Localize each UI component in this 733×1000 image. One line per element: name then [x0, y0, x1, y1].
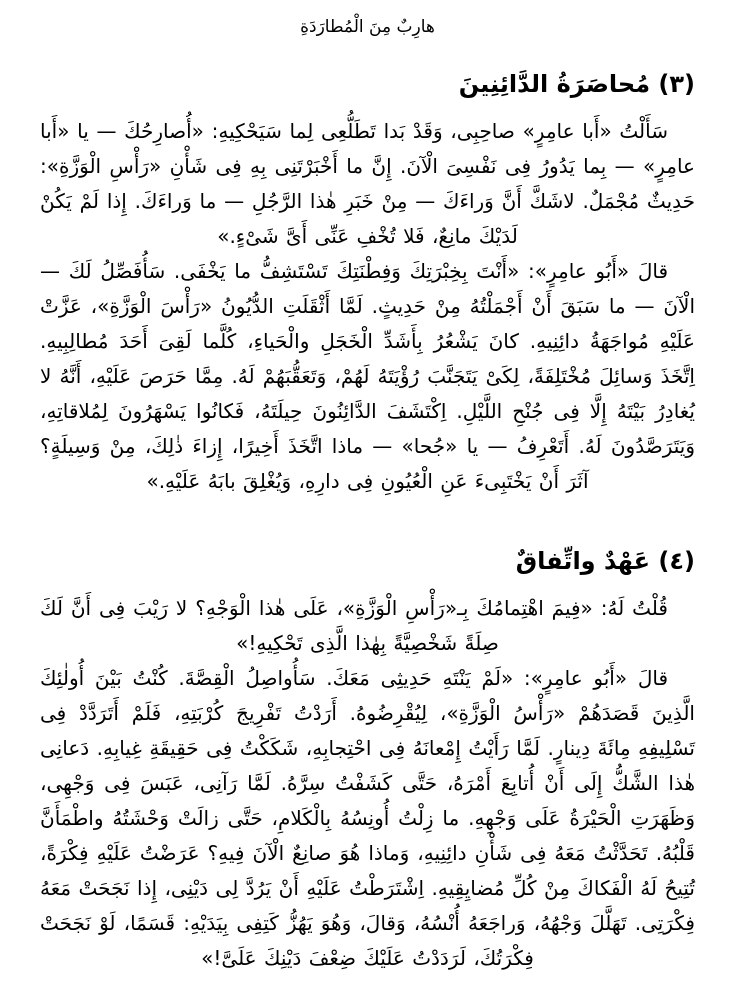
- section-4-heading: (٤) عَهْدٌ واتِّفاقٌ: [515, 547, 695, 575]
- paragraph: قُلْتُ لَهُ: «فِيمَ اهْتِمامُكَ بِـ«رَأْسِ الْوَزَّةِ»، عَلَى هٰذا الْوَجْهِ؟ لا رَيْبَ فِى أَنَّ لَكَ صِلَةً شَخْصِيَّةً بِهٰذا الَّذِى تَحْكِيهِ!»: [40, 596, 668, 655]
- paragraph: سَأَلْتُ «أَبا عامِرٍ» صاحِبِى، وَقَدْ بَدا تَطَلُّعِى لِما سَيَحْكِيهِ: «أُصارِحُكَ — يا «أَبا عامِرٍ» — بِما يَدُورُ فِى نَفْسِىَ الْآنَ. إِنَّ ما أَخْبَرْتَنِى بِهِ فِى شَأْنِ «رَأْسِ الْوَزَّةِ»: حَدِيثٌ مُجْمَلٌ. لاشَكَّ أَنَّ وَراءَكَ — مِنْ خَبَرِ هٰذا الرَّجُلِ — ما وَراءَكَ. إِذا لَمْ يَكُنْ لَدَيْكَ مانِعٌ، فَلا تُخْفِ عَنِّى أَىَّ شَىْءٍ.»: [40, 119, 695, 248]
- section-creditors-siege: [40, 67, 695, 499]
- running-head: هارِبٌ مِنَ الْمُطارَدَةِ: [300, 17, 435, 37]
- section-pact-agreement: [40, 544, 695, 976]
- paragraph: قالَ «أَبُو عامِرٍ»: «أَنْتَ بِخِبْرَتِكَ وَفِطْنَتِكَ تَسْتَشِفُّ ما يَخْفَى. سَأُفَصِّلُ لَكَ — الْآنَ — ما سَبَقَ أَنْ أَجْمَلْتُهُ مِنْ حَدِيثٍ. لَمَّا أَثْقَلَتِ الدُّيُونُ «رَأْسَ الْوَزَّةِ»، عَزَّتْ عَلَيْهِ مُواجَهَةُ دائِنِيهِ. كانَ يَشْعُرُ بِأَشَدِّ الْخَجَلِ والْحَياءِ، كُلَّما لَقِىَ أَحَدَ مُطالِبِيهِ. اِتَّخَذَ وَسائِلَ مُخْتَلِفَةً، لِكَىْ يَتَجَنَّبَ رُؤْيَتَهُ لَهُمْ، وَتَعَقُّبَهُمْ لَهُ. مِمَّا حَرَصَ عَلَيْهِ، أَنَّهُ لا يُغادِرُ بَيْتَهُ إِلَّا فِى جُنْحِ اللَّيْلِ. اِكْتَشَفَ الدَّائِنُونَ حِيلَتَهُ، فَكانُوا يَسْهَرُونَ لِمُلاقاتِهِ، وَيَتَرَصَّدُونَ لَهُ. أَتَعْرِفُ — يا «جُحا» — ماذا اتَّخَذَ أَخِيرًا، إِزاءَ ذٰلِكَ، مِنْ وَسِيلَةٍ؟ آثَرَ أَنْ يَخْتَبِىءَ عَنِ الْعُيُونِ فِى دارِهِ، وَيُغْلِقَ بابَهُ عَلَيْهِ.»: [40, 259, 695, 493]
- section-3-heading: (٣) مُحاصَرَةُ الدَّائِنِينَ: [458, 70, 695, 98]
- paragraph: قالَ «أَبُو عامِرٍ»: «لَمْ يَنْتَهِ حَدِيثِى مَعَكَ. سَأُواصِلُ الْقِصَّةَ. كُنْتُ بَيْنَ أُولٰئِكَ الَّذِينَ قَصَدَهُمْ «رَأْسُ الْوَزَّةِ»، لِيُقْرِضُوهُ. أَرَدْتُ تَفْرِيجَ كُرْبَتِهِ، فَلَمْ أَتَرَدَّدْ فِى تَسْلِيفِهِ مِائَةَ دِينارٍ. لَمَّا رَأَيْتُ إِمْعانَهُ فِى احْتِجابِهِ، شَكَكْتُ فِى حَقِيقَةِ غِيابِهِ. دَعانِى هٰذا الشَّكُّ إِلَى أَنْ أُتابِعَ أَمْرَهُ، حَتَّى كَشَفْتُ سِرَّهُ. لَمَّا رَآنِى، عَبَسَ فِى وَجْهِى، وَظَهَرَتِ الْحَيْرَةُ عَلَى وَجْهِهِ. ما زِلْتُ أُونِسُهُ بِالْكَلامِ، حَتَّى زالَتْ وَحْشَتُهُ واطْمَأَنَّ قَلْبُهُ. تَحَدَّثْتُ مَعَهُ فِى شَأْنِ دائِنِيهِ، وَماذا هُوَ صانِعٌ الْآنَ فِيهِ؟ عَرَضْتُ عَلَيْهِ فِكْرَةً، تُتِيحُ لَهُ الْفَكاكَ مِنْ كُلِّ مُضايِقِيهِ. اِشْتَرَطْتُ عَلَيْهِ أَنْ يَرُدَّ لِى دَيْنِى، إِذا نَجَحَتْ مَعَهُ فِكْرَتِى. تَهَلَّلَ وَجْهُهُ، وَراجَعَهُ أُنْسُهُ، وَقالَ، وَهُوَ يَهُزُّ كَتِفِى بِيَدَيْهِ: قَسَمًا، لَوْ نَجَحَتْ فِكْرَتُكَ، لَرَدَدْتُ عَلَيْكَ ضِعْفَ دَيْنِكَ عَلَىَّ!»: [40, 666, 695, 970]
